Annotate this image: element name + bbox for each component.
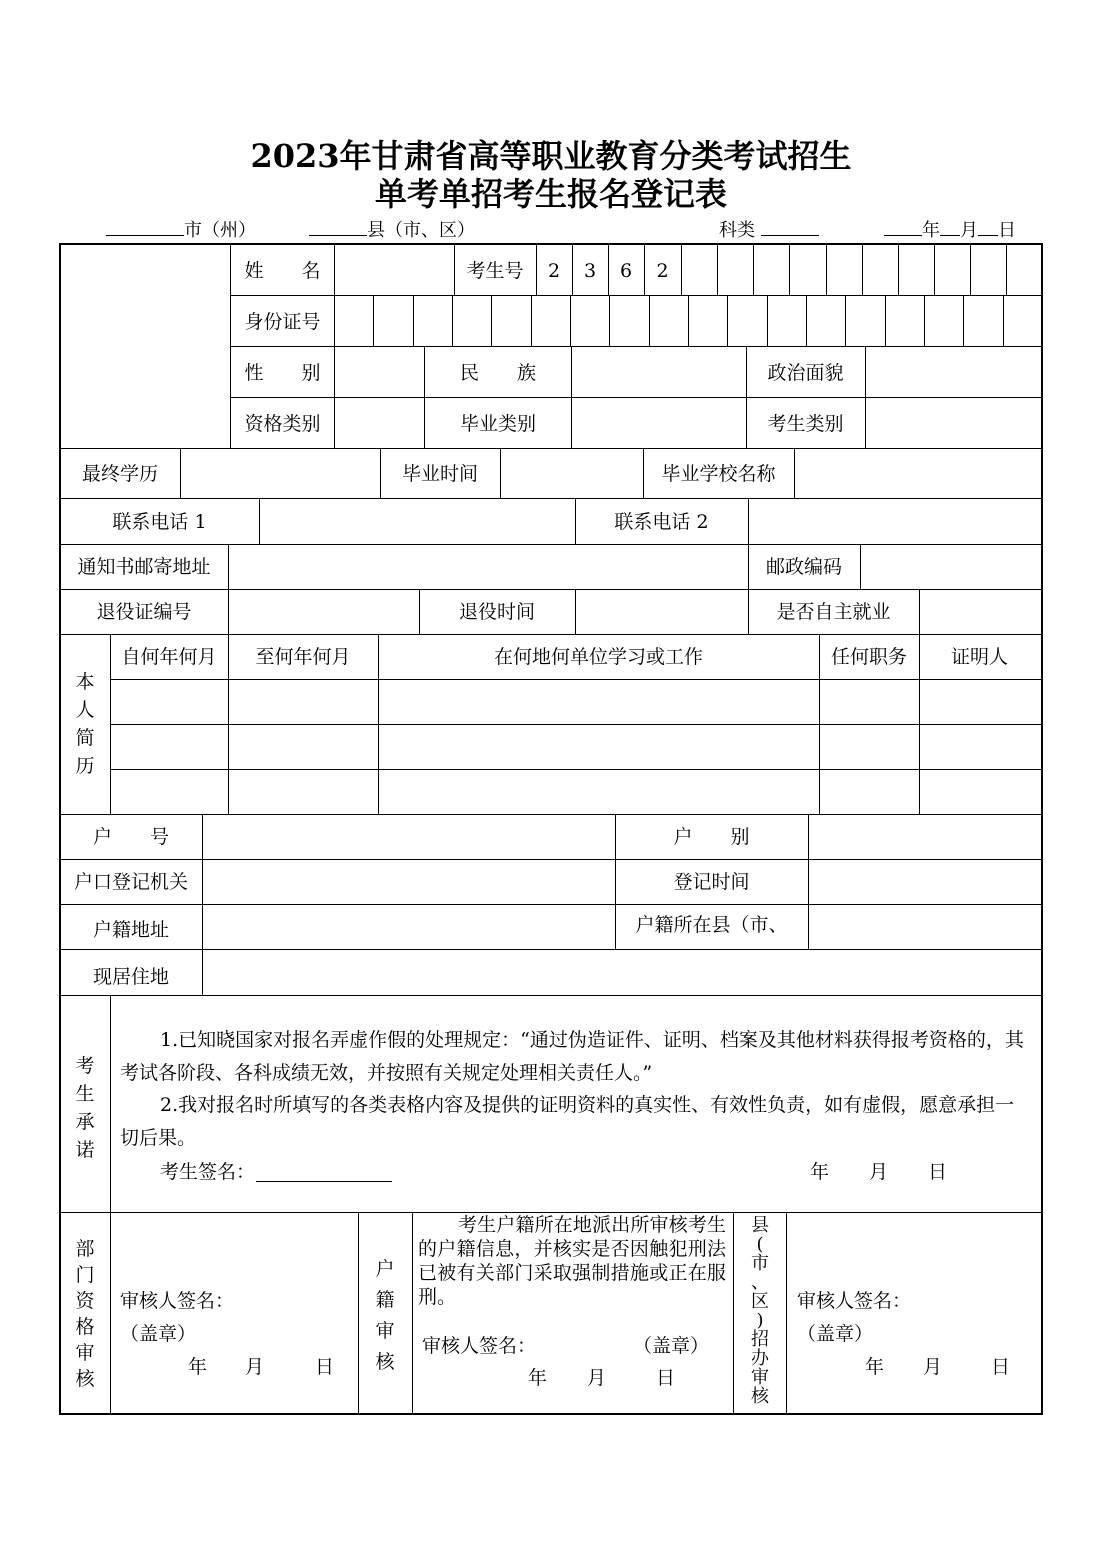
resume-from-header: 自何年何月 [121,646,217,668]
qualification-type-input[interactable] [336,399,424,448]
hukou-review-side-label: 户 籍 审 核 [375,1258,395,1373]
gender-label: 性 别 [244,361,321,384]
mail-address-input[interactable] [230,546,747,588]
registration-time-label: 登记时间 [673,871,750,893]
qualification-type-label: 资格类别 [244,412,321,435]
county-office-review-side-label: 县 ( 市 、 区 ) 招 办 审 核 [751,1215,769,1407]
exam-no-input[interactable] [682,246,1040,295]
police-review-month: 月 [587,1367,607,1389]
graduation-time-input[interactable] [502,450,642,497]
veteran-time-input[interactable] [577,591,747,633]
postcode-label: 邮政编码 [765,556,842,578]
resume-row[interactable] [112,726,1040,768]
form-title-line1: 2023年甘肃省高等职业教育分类考试招生 [250,137,852,175]
hukou-type-label: 户 别 [673,826,750,848]
dept-reviewer-signature-label: 审核人签名： [120,1290,235,1312]
exam-no-digit: 2 [656,259,669,282]
resume-where-header: 在何地何单位学习或工作 [493,646,703,668]
candidate-type-input[interactable] [867,399,1040,448]
county-field[interactable]: 县（市、区） [309,217,475,243]
final-education-input[interactable] [182,450,379,497]
postcode-input[interactable] [862,546,1040,588]
county-review-month: 月 [923,1356,943,1378]
county-review-day: 日 [991,1356,1011,1378]
veteran-time-label: 退役时间 [458,601,535,623]
county-review-year: 年 [865,1356,885,1378]
pledge-date-year: 年 [810,1161,830,1183]
county-stamp-label: （盖章） [797,1323,874,1345]
police-reviewer-signature-label: 审核人签名： [422,1335,537,1357]
pledge-item-2-line1: 2.我对报名时所填写的各类表格内容及提供的证明资料的真实性、有效性负责，如有虚假，愿意承担一 [160,1094,1015,1116]
city-field[interactable]: 市（州） [106,217,256,243]
dept-stamp-label: （盖章） [120,1323,197,1345]
veteran-cert-label: 退役证编号 [96,601,192,623]
pledge-date-day: 日 [928,1161,948,1183]
name-label: 姓 名 [244,259,321,282]
pledge-item-1-line1: 1.已知晓国家对报名弄虚作假的处理规定：“通过伪造证件、证明、档案及其他材料获得报考资格的，其 [160,1029,1024,1051]
pledge-date-month: 月 [869,1161,889,1183]
date-field[interactable]: 年 月 日 [884,217,1016,243]
graduation-type-label: 毕业类别 [459,412,536,435]
resume-witness-header: 证明人 [950,646,1008,668]
exam-no-label: 考生号 [466,259,524,282]
county-reviewer-signature-label: 审核人签名： [797,1290,912,1312]
candidate-signature-line[interactable] [256,1163,392,1182]
name-input[interactable] [336,246,453,295]
pledge-item-2-line2: 切后果。 [120,1127,197,1149]
hukou-address-input[interactable] [204,906,614,948]
id-number-input[interactable] [336,297,1040,346]
hukou-type-input[interactable] [810,816,1040,858]
self-employment-label: 是否自主就业 [776,601,891,623]
dept-review-day: 日 [315,1356,335,1378]
veteran-cert-input[interactable] [230,591,418,633]
exam-no-digit: 2 [547,259,561,282]
final-education-label: 最终学历 [81,462,158,485]
ethnicity-input[interactable] [573,348,745,397]
registration-office-label: 户口登记机关 [73,871,188,893]
mail-address-label: 通知书邮寄地址 [77,556,211,578]
resume-post-header: 任何职务 [830,646,907,668]
hukou-county-input[interactable] [810,906,1040,948]
registration-office-input[interactable] [204,861,614,903]
phone2-label: 联系电话 2 [614,510,709,533]
hukou-number-label: 户 号 [92,826,169,848]
pledge-side-label: 考 生 承 诺 [75,1055,95,1161]
exam-no-digit: 6 [619,259,633,282]
subject-field[interactable]: 科类 [719,217,819,243]
resume-to-header: 至何年何月 [255,646,351,668]
pledge-item-1-line2: 考试各阶段、各科成绩无效，并按照有关规定处理相关责任人。” [120,1062,653,1084]
hukou-county-label: 户籍所在县（市、 [635,914,788,936]
phone1-label: 联系电话 1 [112,510,207,533]
graduation-type-input[interactable] [573,399,745,448]
school-name-input[interactable] [796,450,1040,497]
resume-row[interactable] [112,771,1040,813]
photo-area[interactable] [62,246,228,446]
dept-review-month: 月 [245,1356,265,1378]
phone1-input[interactable] [261,500,574,543]
candidate-type-label: 考生类别 [767,412,844,435]
exam-no-digit: 3 [583,259,597,282]
graduation-time-label: 毕业时间 [401,462,478,485]
id-number-label: 身份证号 [244,310,321,333]
hukou-number-input[interactable] [204,816,614,858]
self-employment-input[interactable] [921,591,1040,633]
police-review-day: 日 [656,1367,676,1389]
political-status-input[interactable] [867,348,1040,397]
school-name-label: 毕业学校名称 [661,462,776,485]
resume-side-label: 本 人 简 历 [75,671,95,777]
police-review-year: 年 [528,1367,548,1389]
ethnicity-label: 民 族 [459,361,536,384]
candidate-signature-label: 考生签名： [160,1161,256,1183]
hukou-address-label: 户籍地址 [92,919,169,941]
political-status-label: 政治面貌 [767,361,844,384]
resume-row[interactable] [112,681,1040,723]
residence-input[interactable] [204,951,1040,994]
form-title-line2: 单考单招考生报名登记表 [374,175,727,213]
police-stamp-label: （盖章） [633,1335,710,1357]
phone2-input[interactable] [750,500,1040,543]
dept-review-year: 年 [188,1356,208,1378]
dept-review-side-label: 部 门 资 格 审 核 [75,1238,95,1390]
gender-input[interactable] [336,348,424,397]
registration-time-input[interactable] [810,861,1040,903]
residence-label: 现居住地 [92,966,169,988]
police-review-text: 考生户籍所在地派出所审核考生的户籍信息，并核实是否因触犯刑法已被有关部门采取强制措施或正在服刑。 [418,1214,726,1308]
